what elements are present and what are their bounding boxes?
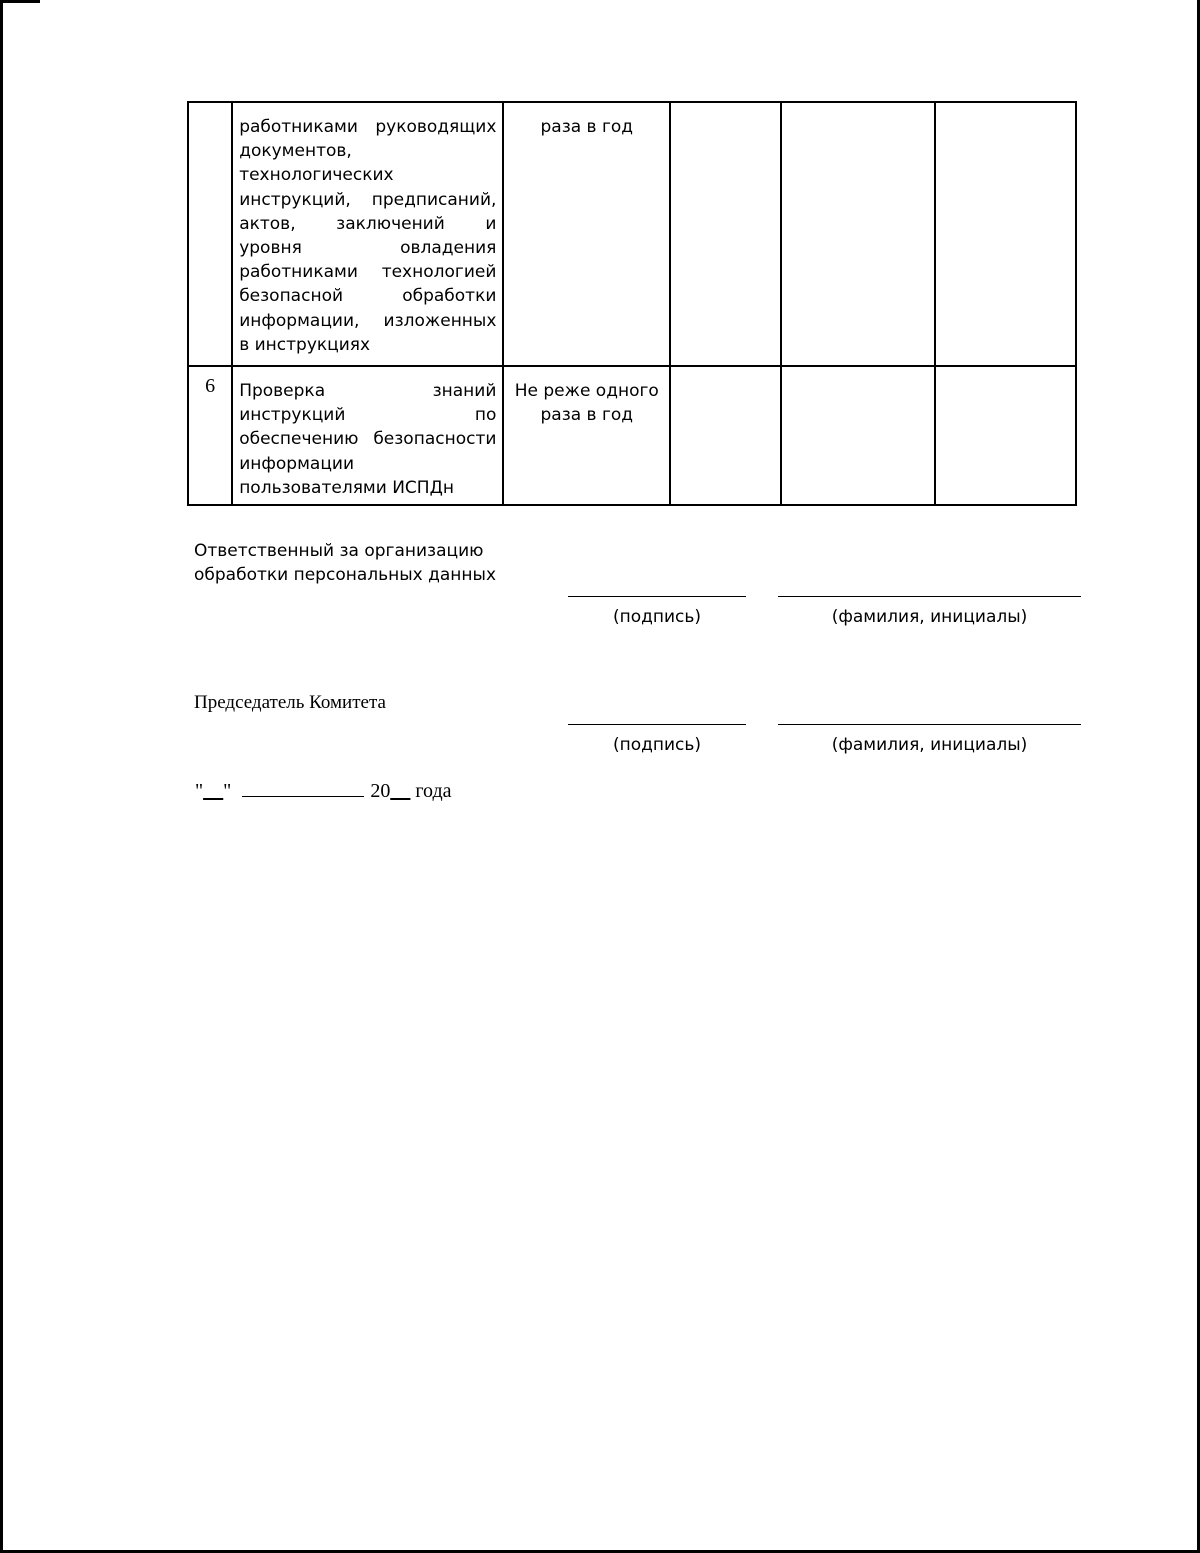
table-row	[188, 366, 1076, 505]
period-line: раза в год	[540, 117, 634, 137]
date-close-quote: "	[223, 780, 232, 802]
period-line: Не реже одного	[514, 381, 659, 401]
measure-description-cell	[232, 366, 503, 505]
row-number: 6	[205, 375, 216, 397]
description-line: уровня овладения	[239, 238, 497, 259]
period	[504, 367, 669, 427]
description-line: инструкций по	[239, 405, 497, 426]
date-month-blank	[242, 778, 364, 797]
scan-edge-top	[0, 0, 40, 3]
responsible-title-line2: обработки персональных данных	[194, 565, 497, 585]
date-year-prefix: 20	[370, 780, 391, 802]
description-line: обеспечению безопасности	[239, 429, 497, 450]
description-line: безопасной обработки	[239, 286, 497, 307]
description-line: информации, изложенных	[239, 310, 497, 331]
date-day-blank: __	[203, 780, 224, 802]
empty-cell	[670, 366, 780, 505]
description-line: документов,	[239, 141, 352, 162]
responsible-signature-caption: (подпись)	[612, 607, 702, 627]
measure-description-cell	[232, 102, 503, 366]
period-cell	[503, 366, 670, 505]
responsible-name-caption: (фамилия, инициалы)	[831, 607, 1028, 627]
chairman-signature-line	[568, 724, 746, 725]
period-cell	[503, 102, 670, 366]
empty-cell	[935, 102, 1076, 366]
empty-cell	[935, 366, 1076, 505]
measures-table	[187, 101, 1077, 506]
description-line: пользователями ИСПДн	[239, 477, 454, 498]
row-number-cell	[188, 102, 232, 366]
responsible-title-line1: Ответственный за организацию	[194, 541, 484, 561]
row-number-cell	[188, 366, 232, 505]
description-line: инструкций, предписаний,	[239, 189, 497, 210]
description-line: актов, заключений и	[239, 213, 497, 234]
description-line: в инструкциях	[239, 334, 371, 355]
chairman-signature-caption: (подпись)	[612, 735, 702, 755]
description-line: работниками руководящих	[239, 117, 497, 137]
empty-cell	[670, 102, 780, 366]
table-row	[188, 102, 1076, 366]
measure-description	[233, 367, 502, 504]
date-year-blank: __	[390, 780, 411, 802]
chairman-name-line	[778, 724, 1081, 725]
responsible-name-line	[778, 596, 1081, 597]
description-line: технологических	[239, 165, 394, 186]
date-open-quote: "	[195, 780, 204, 802]
row-number	[189, 103, 231, 111]
empty-cell	[781, 366, 936, 505]
period-line: раза в год	[540, 405, 634, 426]
chairman-name-caption: (фамилия, инициалы)	[831, 735, 1028, 755]
date-suffix: года	[415, 780, 452, 802]
description-line: Проверка знаний	[239, 381, 497, 401]
description-line: информации	[239, 453, 354, 474]
scan-border-left	[0, 0, 3, 1553]
date-line	[195, 778, 452, 803]
measure-description	[233, 103, 502, 361]
description-line: работниками технологией	[239, 262, 497, 283]
chairman-title: Председатель Комитета	[194, 692, 386, 713]
empty-cell	[781, 102, 936, 366]
period	[504, 103, 669, 139]
responsible-signature-line	[568, 596, 746, 597]
